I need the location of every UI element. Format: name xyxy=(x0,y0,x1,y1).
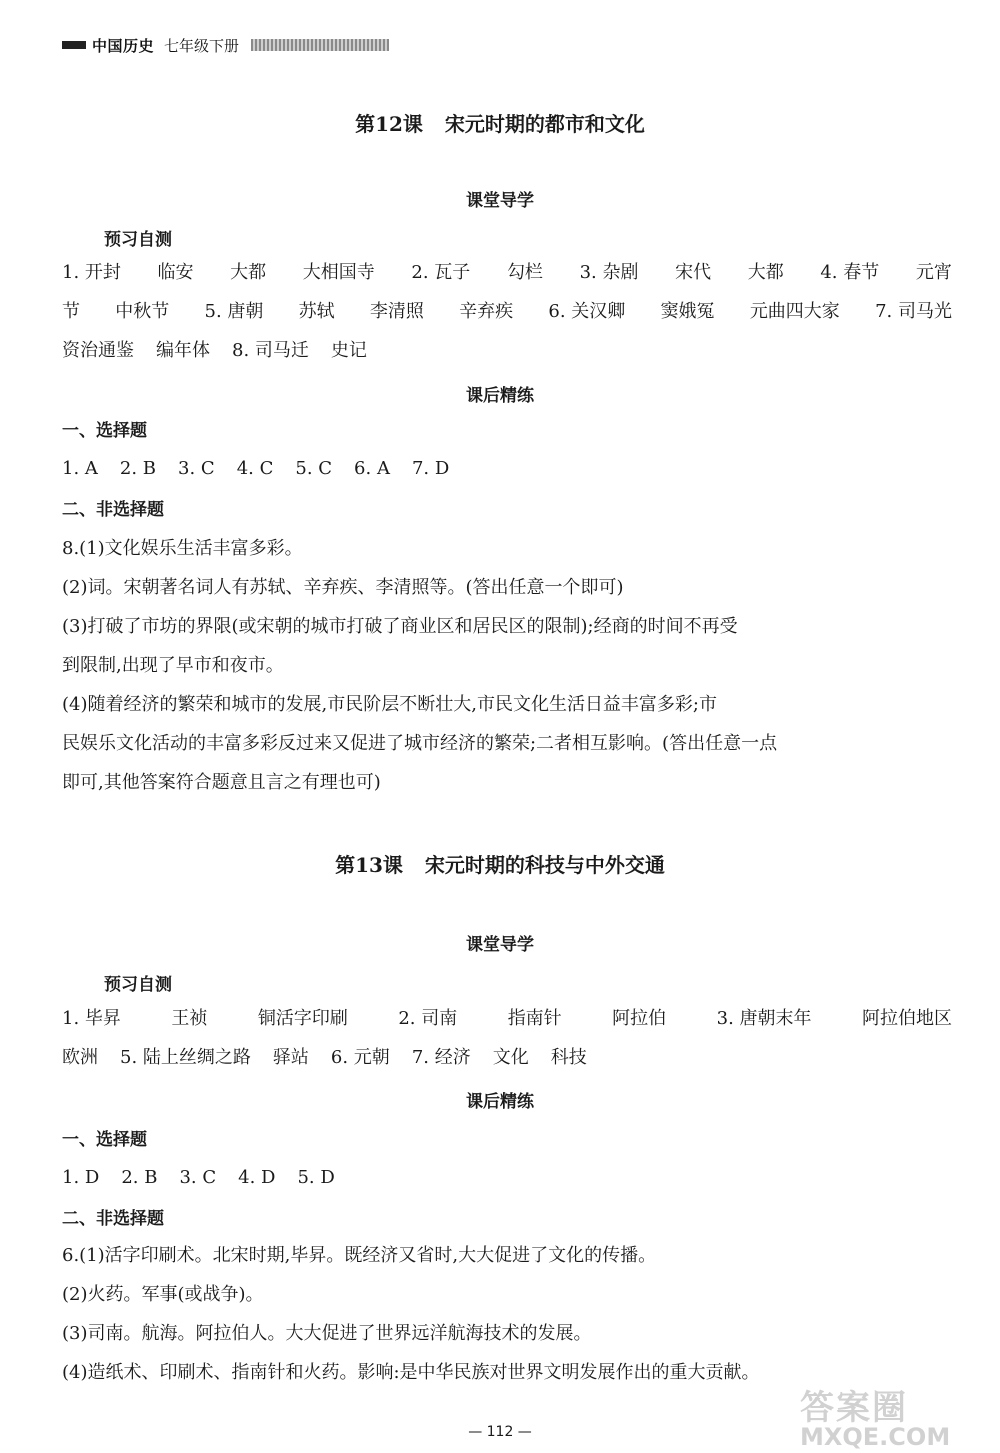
lesson13-preview-line-2 xyxy=(62,1045,952,1071)
lesson12-answer-4-line2: 民娱乐文化活动的丰富多彩反过来又促进了城市经济的繁荣;二者相互影响。(答出任意一点 xyxy=(62,733,778,754)
lesson12-title xyxy=(0,108,1000,137)
choice-answer: 3. C xyxy=(178,458,215,479)
page-header xyxy=(62,34,389,56)
answer-token: 元宵 xyxy=(915,262,952,283)
answer-token: 指南针 xyxy=(507,1008,562,1029)
lesson13-answer-1: 6.(1)活字印刷术。北宋时期,毕昇。既经济又省时,大大促进了文化的传播。 xyxy=(62,1245,657,1266)
answer-token: 大都 xyxy=(230,262,267,283)
lesson13-title xyxy=(0,849,1000,878)
answer-token: 3. 杂剧 xyxy=(579,262,639,283)
lesson12-answer-4-line1: (4)随着经济的繁荣和城市的发展,市民阶层不断壮大,市民文化生活日益丰富多彩;市 xyxy=(62,694,718,715)
lesson12-section-guide: 课堂导学 xyxy=(466,191,534,211)
page-number: — 112 — xyxy=(468,1424,532,1440)
watermark-text: 答案圈 xyxy=(800,1388,908,1428)
header-mark-icon xyxy=(62,41,86,49)
header-subject: 中国历史 xyxy=(92,36,155,55)
lesson12-nonchoice-label: 二、非选择题 xyxy=(62,500,164,520)
answer-token: 5. 唐朝 xyxy=(204,301,264,322)
choice-answer: 7. D xyxy=(411,458,450,479)
answer-token: 临安 xyxy=(157,262,194,283)
lesson13-choice-label: 一、选择题 xyxy=(62,1130,147,1150)
lesson13-name: 宋元时期的科技与中外交通 xyxy=(424,853,665,877)
lesson12-answer-2: (2)词。宋朝著名词人有苏轼、辛弃疾、李清照等。(答出任意一个即可) xyxy=(62,577,624,598)
header-grade: 七年级下册 xyxy=(164,36,240,55)
answer-token: 科技 xyxy=(550,1047,587,1068)
lesson12-number: 第12课 xyxy=(355,112,423,136)
lesson12-name: 宋元时期的都市和文化 xyxy=(444,112,645,136)
lesson12-answer-3-line2: 到限制,出现了早市和夜市。 xyxy=(62,655,284,676)
answer-token: 8. 司马迁 xyxy=(232,340,309,361)
answer-token: 李清照 xyxy=(369,301,424,322)
answer-token: 史记 xyxy=(330,340,367,361)
answer-token: 2. 瓦子 xyxy=(411,262,471,283)
lesson13-preview-label: 预习自测 xyxy=(104,975,172,995)
answer-token: 大都 xyxy=(747,262,784,283)
answer-token: 4. 春节 xyxy=(820,262,880,283)
answer-token: 驿站 xyxy=(272,1047,309,1068)
choice-answer: 2. B xyxy=(119,458,157,479)
lesson13-preview-line-1 xyxy=(62,1006,952,1032)
lesson12-section-practice: 课后精练 xyxy=(466,386,534,406)
watermark-logo xyxy=(800,1380,990,1451)
answer-token: 苏轼 xyxy=(298,301,335,322)
lesson12-choice-label: 一、选择题 xyxy=(62,421,147,441)
choice-answer: 1. A xyxy=(62,458,98,479)
answer-token: 文化 xyxy=(492,1047,529,1068)
answer-token: 节 xyxy=(62,301,80,322)
answer-token: 窦娥冤 xyxy=(660,301,715,322)
answer-token: 编年体 xyxy=(156,340,210,361)
answer-token: 2. 司南 xyxy=(398,1008,458,1029)
lesson12-preview-line-1 xyxy=(62,260,952,286)
choice-answer: 5. D xyxy=(297,1167,335,1188)
answer-token: 欧洲 xyxy=(62,1047,98,1068)
choice-answer: 1. D xyxy=(62,1167,100,1188)
lesson12-choice-answers xyxy=(62,456,952,482)
lesson12-preview-line-2 xyxy=(62,299,952,325)
lesson12-preview-line-3 xyxy=(62,338,952,364)
lesson12-answer-1: 8.(1)文化娱乐生活丰富多彩。 xyxy=(62,538,303,559)
answer-token: 6. 元朝 xyxy=(330,1047,390,1068)
choice-answer: 6. A xyxy=(354,458,390,479)
choice-answer: 4. C xyxy=(236,458,274,479)
answer-token: 6. 关汉卿 xyxy=(548,301,626,322)
answer-token: 1. 开封 xyxy=(62,262,121,283)
choice-answer: 5. C xyxy=(295,458,333,479)
answer-token: 1. 毕昇 xyxy=(62,1008,121,1029)
lesson13-answer-3: (3)司南。航海。阿拉伯人。大大促进了世界远洋航海技术的发展。 xyxy=(62,1323,592,1344)
answer-token: 元曲四大家 xyxy=(749,301,840,322)
answer-token: 铜活字印刷 xyxy=(257,1008,348,1029)
lesson13-answer-2: (2)火药。军事(或战争)。 xyxy=(62,1284,264,1305)
answer-token: 7. 经济 xyxy=(411,1047,471,1068)
answer-token: 中秋节 xyxy=(115,301,170,322)
answer-token: 阿拉伯 xyxy=(612,1008,667,1029)
lesson13-nonchoice-label: 二、非选择题 xyxy=(62,1209,164,1229)
answer-token: 勾栏 xyxy=(506,262,543,283)
answer-token: 3. 唐朝末年 xyxy=(716,1008,812,1029)
lesson13-choice-answers xyxy=(62,1165,952,1191)
lesson12-answer-3-line1: (3)打破了市坊的界限(或宋朝的城市打破了商业区和居民区的限制);经商的时间不再受 xyxy=(62,616,738,637)
answer-token: 7. 司马光 xyxy=(875,301,952,322)
answer-token: 5. 陆上丝绸之路 xyxy=(120,1047,251,1068)
answer-token: 阿拉伯地区 xyxy=(862,1008,952,1029)
answer-token: 资治通鉴 xyxy=(62,340,134,361)
watermark-url: MXQE.COM xyxy=(800,1423,951,1451)
lesson13-answer-4: (4)造纸术、印刷术、指南针和火药。影响:是中华民族对世界文明发展作出的重大贡献。 xyxy=(62,1362,760,1383)
lesson13-number: 第13课 xyxy=(335,853,403,877)
header-decoration-bar xyxy=(251,39,389,51)
lesson13-section-practice: 课后精练 xyxy=(466,1092,534,1112)
choice-answer: 4. D xyxy=(238,1167,276,1188)
answer-token: 辛弃疾 xyxy=(459,301,514,322)
answer-token: 大相国寺 xyxy=(302,262,375,283)
lesson12-answer-4-line3: 即可,其他答案符合题意且言之有理也可) xyxy=(62,772,381,793)
answer-token: 王祯 xyxy=(171,1008,208,1029)
choice-answer: 2. B xyxy=(121,1167,158,1188)
choice-answer: 3. C xyxy=(179,1167,217,1188)
lesson12-preview-label: 预习自测 xyxy=(104,230,172,250)
lesson13-section-guide: 课堂导学 xyxy=(466,935,534,955)
answer-token: 宋代 xyxy=(675,262,712,283)
